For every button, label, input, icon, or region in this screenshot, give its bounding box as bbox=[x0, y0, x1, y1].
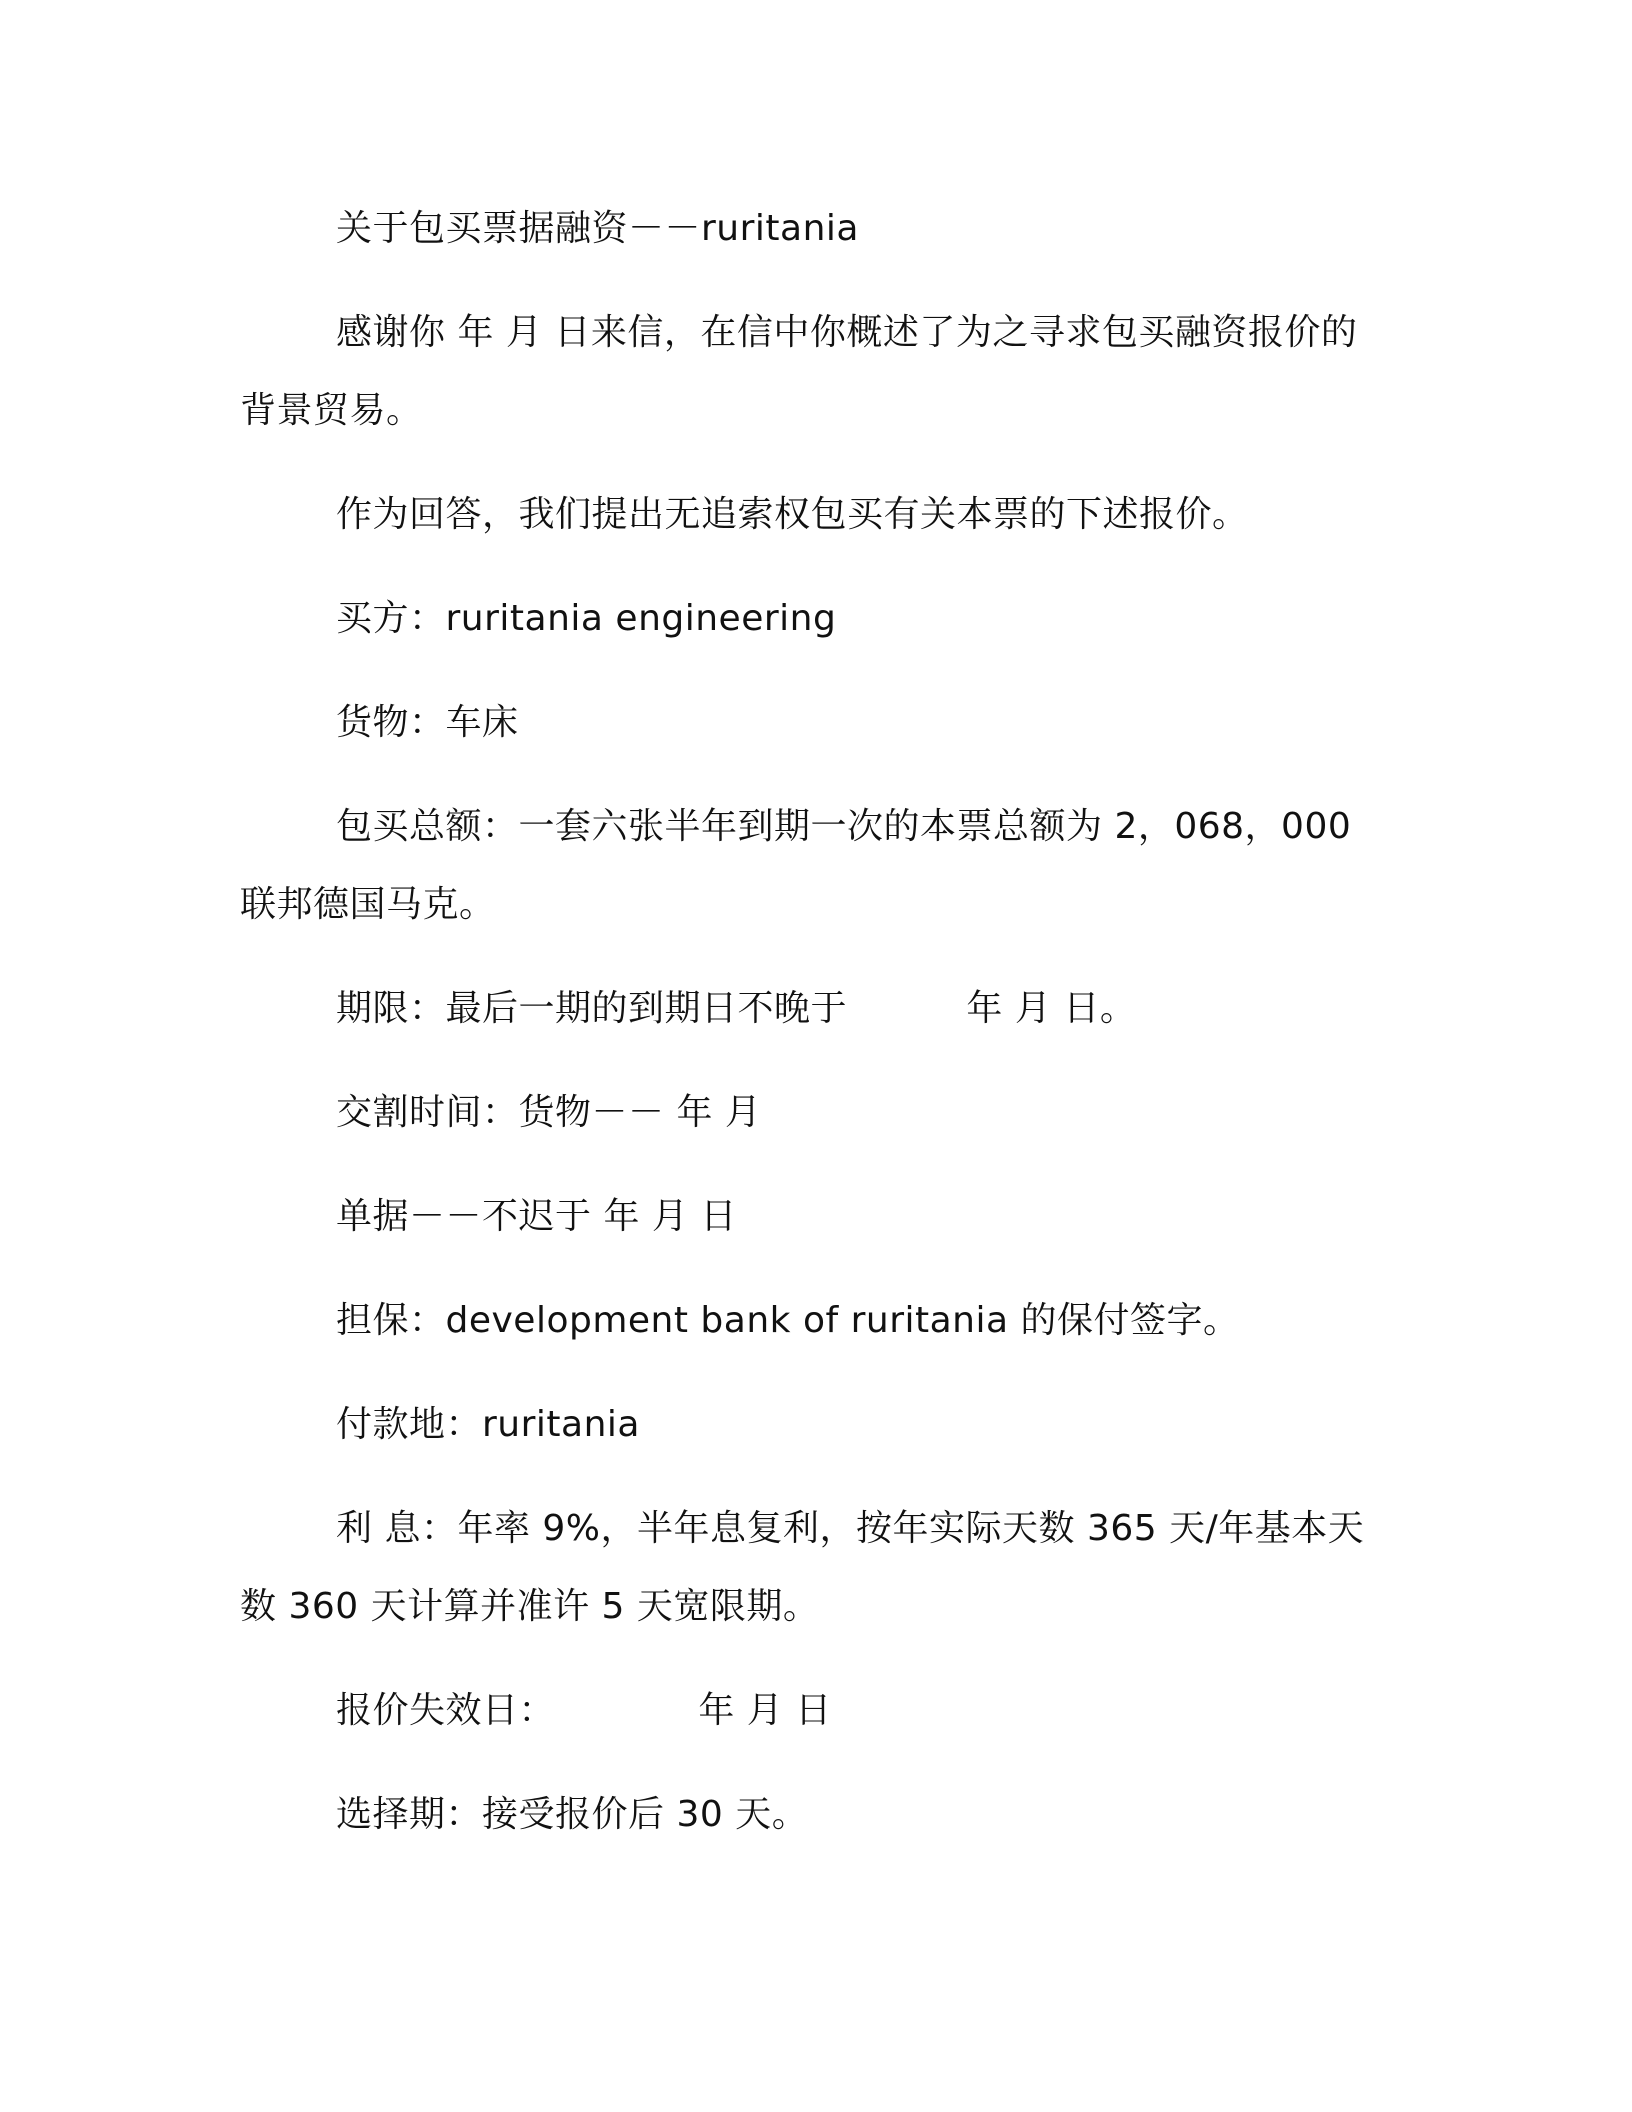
paragraph-place-of-payment: 付款地：ruritania bbox=[336, 1404, 640, 1445]
paragraph-term: 期限：最后一期的到期日不晚于 年 月 日。 bbox=[336, 988, 1137, 1029]
paragraph-interest: 利 息：年率 9%，半年息复利，按年实际天数 365 天/年基本天数 360 天计算并准许 5 天宽限期。 bbox=[240, 1508, 1365, 1627]
paragraph-goods: 货物：车床 bbox=[336, 702, 519, 743]
paragraph-documents: 单据－－不迟于 年 月 日 bbox=[336, 1196, 737, 1237]
paragraph-offer-expiry: 报价失效日： 年 月 日 bbox=[336, 1690, 832, 1731]
paragraph-thanks: 感谢你 年 月 日来信，在信中你概述了为之寻求包买融资报价的背景贸易。 bbox=[240, 312, 1358, 431]
paragraph-guarantee: 担保：development bank of ruritania 的保付签字。 bbox=[336, 1300, 1240, 1341]
paragraph-option-period: 选择期：接受报价后 30 天。 bbox=[336, 1794, 809, 1835]
letter-subject: 关于包买票据融资－－ruritania bbox=[336, 208, 859, 249]
paragraph-reply: 作为回答，我们提出无追索权包买有关本票的下述报价。 bbox=[336, 494, 1249, 535]
letter-body bbox=[240, 190, 1370, 1880]
paragraph-delivery-time: 交割时间：货物－－ 年 月 bbox=[336, 1092, 762, 1133]
paragraph-buyer: 买方：ruritania engineering bbox=[336, 598, 837, 639]
paragraph-total-amount: 包买总额：一套六张半年到期一次的本票总额为 2，068，000 联邦德国马克。 bbox=[240, 806, 1364, 925]
